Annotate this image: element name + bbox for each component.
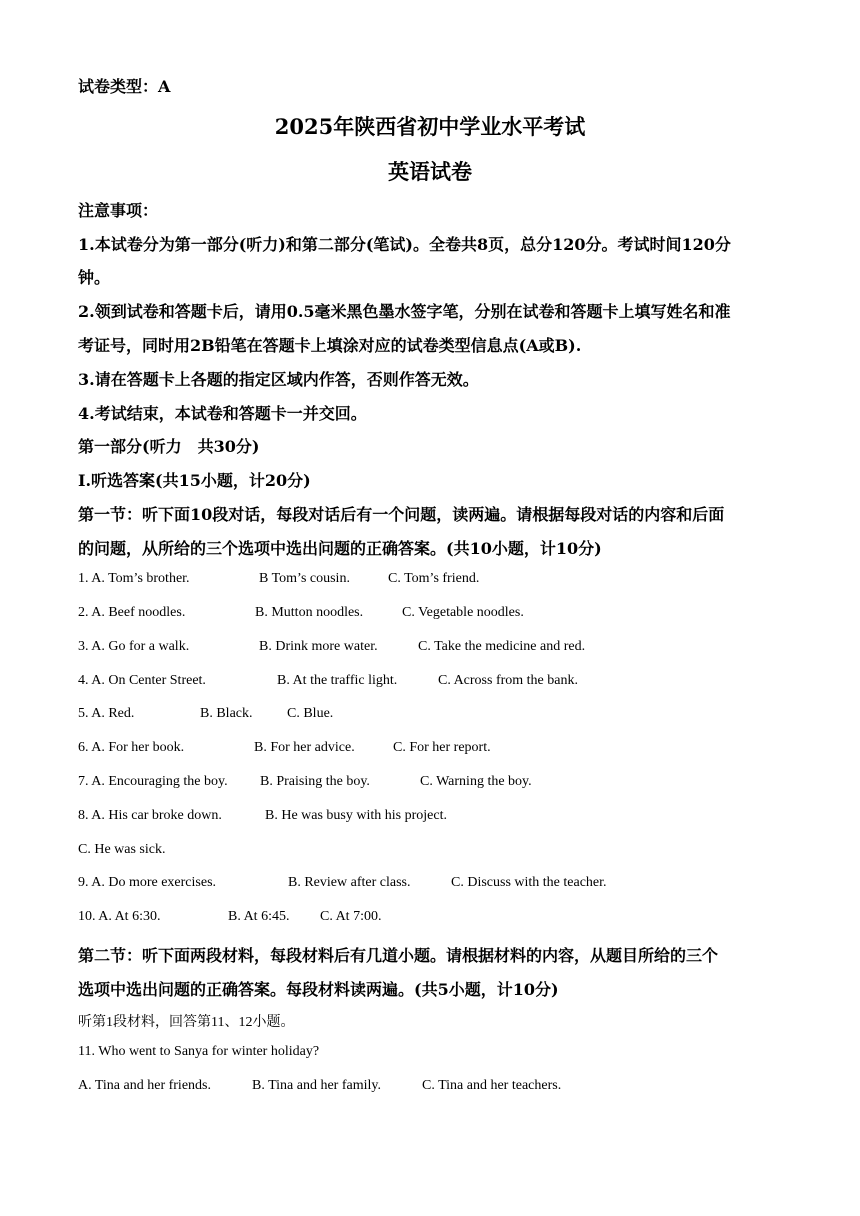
- note-2-line-1: 2.领到试卷和答题卡后，请用0.5毫米黑色墨水签字笔，分别在试卷和答题卡上填写姓名和准: [78, 302, 731, 321]
- q9-option-c: C. Discuss with the teacher.: [451, 875, 607, 890]
- q3-option-b: B. Drink more water.: [259, 639, 378, 654]
- note-3: 3.请在答题卡上各题的指定区域内作答，否则作答无效。: [78, 370, 479, 389]
- q9-option-b: B. Review after class.: [288, 875, 411, 890]
- sub2-instructions-line-1: 第二节：听下面两段材料，每段材料后有几道小题。请根据材料的内容，从题目所给的三个: [78, 946, 719, 965]
- q2-option-c: C. Vegetable noodles.: [402, 605, 524, 620]
- question-1: [78, 571, 479, 587]
- q5-option-b: B. Black.: [200, 706, 253, 721]
- q10-option-a: 10. A. At 6:30.: [78, 909, 161, 924]
- q10-option-c: C. At 7:00.: [320, 909, 382, 924]
- question-9: [78, 875, 607, 891]
- q4-option-a: 4. A. On Center Street.: [78, 673, 206, 688]
- notes-heading: 注意事项：: [78, 201, 159, 220]
- question-7: [78, 774, 532, 790]
- q7-option-b: B. Praising the boy.: [260, 774, 370, 789]
- paper-type: 试卷类型：A: [78, 77, 171, 96]
- q8-option-b: B. He was busy with his project.: [265, 808, 447, 823]
- sub2-instructions-line-2: 选项中选出问题的正确答案。每段材料读两遍。(共5小题，计10分): [78, 980, 559, 999]
- q3-option-c: C. Take the medicine and red.: [418, 639, 586, 654]
- q4-option-c: C. Across from the bank.: [438, 673, 578, 688]
- material-1-intro: 听第1段材料，回答第11、12小题。: [78, 1015, 295, 1030]
- q4-option-b: B. At the traffic light.: [277, 673, 398, 688]
- question-11-stem: 11. Who went to Sanya for winter holiday?: [78, 1044, 320, 1059]
- q1-option-b: B Tom’s cousin.: [259, 571, 350, 586]
- sub1-instructions-line-2: 的问题，从所给的三个选项中选出问题的正确答案。(共10小题，计10分): [78, 539, 602, 558]
- q11-option-a: A. Tina and her friends.: [78, 1078, 211, 1093]
- question-3: [78, 639, 585, 655]
- sub1-instructions-line-1: 第一节：听下面10段对话，每段对话后有一个问题，读两遍。请根据每段对话的内容和后面: [78, 505, 725, 524]
- note-1-line-2: 钟。: [78, 268, 111, 287]
- q7-option-c: C. Warning the boy.: [420, 774, 532, 789]
- q6-option-c: C. For her report.: [393, 740, 491, 755]
- section1-heading: Ⅰ.听选答案(共15小题，计20分): [78, 471, 311, 490]
- exam-subtitle: 英语试卷: [388, 159, 472, 184]
- note-4: 4.考试结束，本试卷和答题卡一并交回。: [78, 404, 367, 423]
- q10-option-b: B. At 6:45.: [228, 909, 290, 924]
- q9-option-a: 9. A. Do more exercises.: [78, 875, 217, 890]
- note-1-line-1: 1.本试卷分为第一部分(听力)和第二部分(笔试)。全卷共8页，总分120分。考试时间120分: [78, 235, 731, 254]
- q5-option-c: C. Blue.: [287, 706, 334, 721]
- question-8: [78, 808, 447, 824]
- q1-option-a: 1. A. Tom’s brother.: [78, 571, 190, 586]
- question-2: [78, 605, 524, 621]
- note-2-line-2: 考证号，同时用2B铅笔在答题卡上填涂对应的试卷类型信息点(A或B).: [78, 336, 582, 355]
- q1-option-c: C. Tom’s friend.: [388, 571, 480, 586]
- q5-option-a: 5. A. Red.: [78, 706, 135, 721]
- q3-option-a: 3. A. Go for a walk.: [78, 639, 190, 654]
- question-11: [78, 1078, 561, 1094]
- q8-option-c: C. He was sick.: [78, 842, 166, 857]
- question-5: [78, 706, 333, 722]
- part1-heading: 第一部分(听力 共30分): [78, 437, 260, 456]
- question-4: [78, 673, 578, 689]
- q6-option-a: 6. A. For her book.: [78, 740, 185, 755]
- q11-option-c: C. Tina and her teachers.: [422, 1078, 562, 1093]
- q6-option-b: B. For her advice.: [254, 740, 355, 755]
- q11-option-b: B. Tina and her family.: [252, 1078, 381, 1093]
- q8-option-a: 8. A. His car broke down.: [78, 808, 222, 823]
- exam-title: 2025年陕西省初中学业水平考试: [274, 114, 586, 139]
- q2-option-a: 2. A. Beef noodles.: [78, 605, 186, 620]
- question-6: [78, 740, 491, 756]
- question-8-option-c-line: [78, 842, 166, 858]
- q2-option-b: B. Mutton noodles.: [255, 605, 364, 620]
- q7-option-a: 7. A. Encouraging the boy.: [78, 774, 228, 789]
- question-10: [78, 909, 381, 925]
